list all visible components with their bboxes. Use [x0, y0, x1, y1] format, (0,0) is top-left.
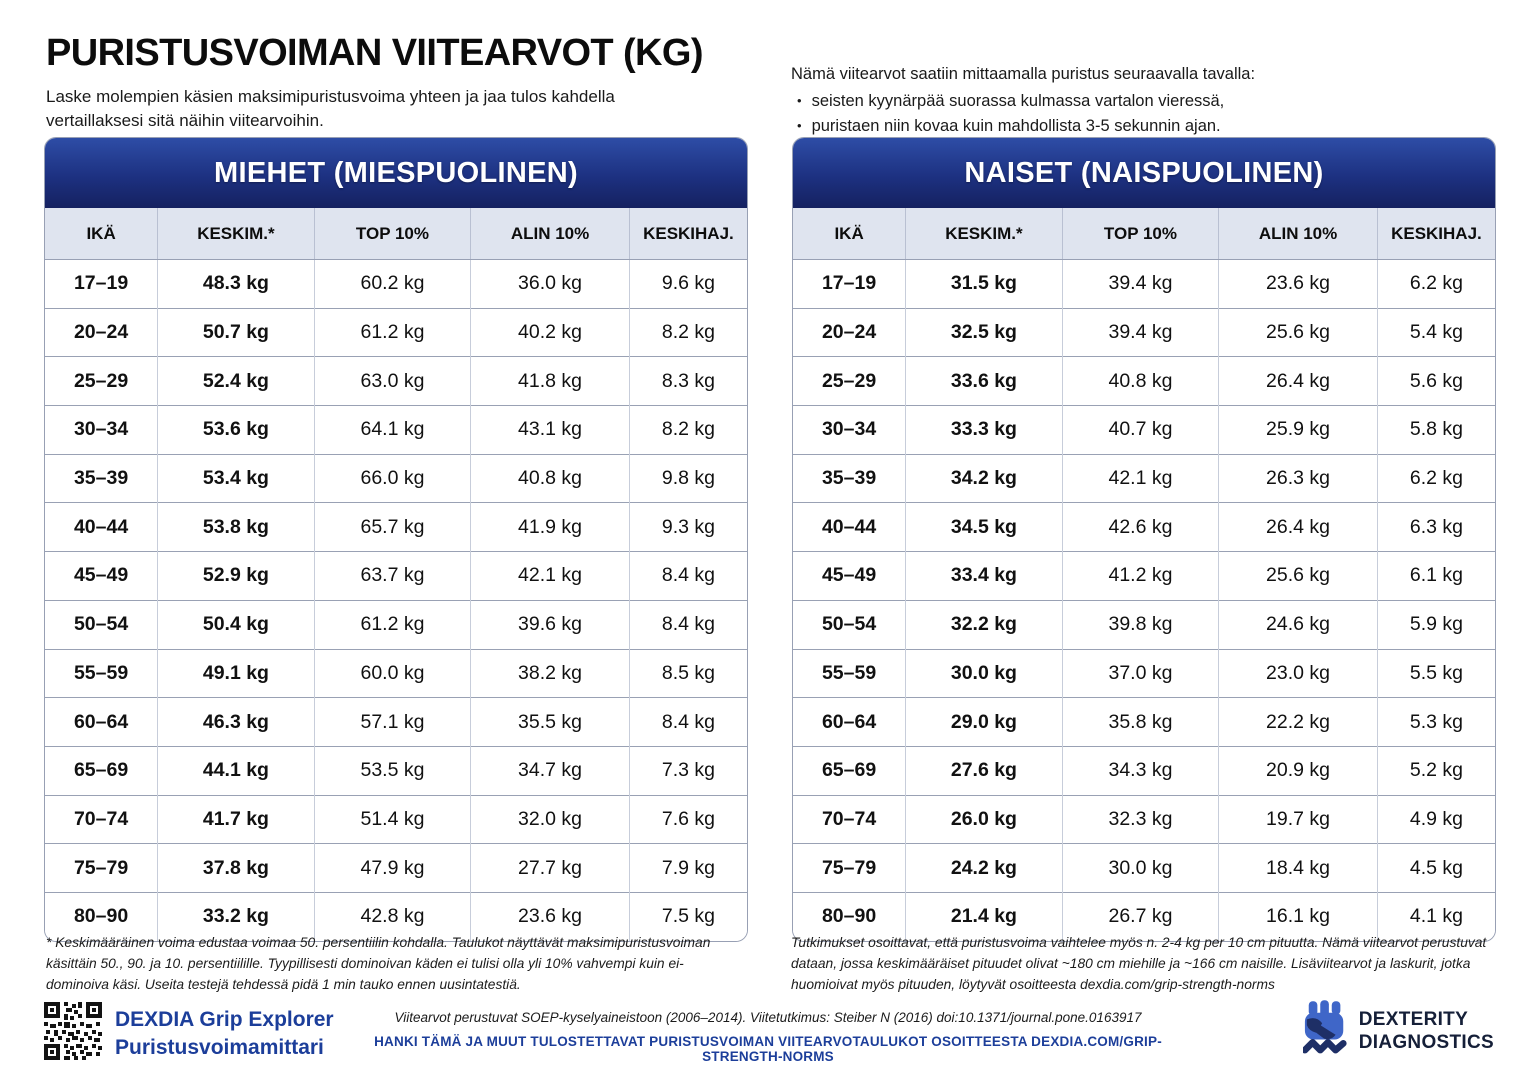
sd-cell: 8.2 kg	[629, 406, 747, 455]
average-cell: 32.5 kg	[906, 308, 1063, 357]
sd-cell: 4.5 kg	[1377, 844, 1495, 893]
bottom10-cell: 38.2 kg	[471, 649, 630, 698]
average-cell: 33.2 kg	[158, 892, 315, 940]
list-item	[797, 89, 1506, 114]
sd-cell: 5.4 kg	[1377, 308, 1495, 357]
column-header-average: KESKIM.*	[158, 208, 315, 260]
top10-cell: 47.9 kg	[314, 844, 471, 893]
bullet-text: seisten kyynärpää suorassa kulmassa vartalon vieressä,	[811, 91, 1225, 110]
sd-cell: 7.5 kg	[629, 892, 747, 940]
age-cell: 65–69	[45, 746, 158, 795]
sd-cell: 6.2 kg	[1377, 260, 1495, 309]
bottom10-cell: 27.7 kg	[471, 844, 630, 893]
age-cell: 25–29	[793, 357, 906, 406]
bottom10-cell: 26.4 kg	[1219, 503, 1378, 552]
bottom10-cell: 19.7 kg	[1219, 795, 1378, 844]
average-cell: 27.6 kg	[906, 746, 1063, 795]
column-header-sd: KESKIHAJ.	[629, 208, 747, 260]
average-cell: 24.2 kg	[906, 844, 1063, 893]
table-row	[793, 454, 1495, 503]
sd-cell: 6.1 kg	[1377, 552, 1495, 601]
age-cell: 55–59	[45, 649, 158, 698]
bottom10-cell: 26.4 kg	[1219, 357, 1378, 406]
footer-brand	[44, 1002, 334, 1065]
sd-cell: 7.3 kg	[629, 746, 747, 795]
cta-text: HANKI TÄMÄ JA MUUT TULOSTETTAVAT PURISTUSVOIMAN VIITEARVOTAULUKOT OSOITTEESTA DEXDIA.COM/GRIP-STRENGTH-NORMS	[374, 1034, 1162, 1064]
top10-cell: 53.5 kg	[314, 746, 471, 795]
instructions-bullets	[797, 89, 1506, 139]
age-cell: 20–24	[45, 308, 158, 357]
age-cell: 55–59	[793, 649, 906, 698]
average-cell: 37.8 kg	[158, 844, 315, 893]
top10-cell: 42.8 kg	[314, 892, 471, 940]
men-table-header-row	[45, 208, 747, 260]
average-cell: 33.3 kg	[906, 406, 1063, 455]
age-cell: 30–34	[793, 406, 906, 455]
top10-cell: 41.2 kg	[1062, 552, 1219, 601]
bottom10-cell: 43.1 kg	[471, 406, 630, 455]
top10-cell: 42.1 kg	[1062, 454, 1219, 503]
bottom10-cell: 23.6 kg	[1219, 260, 1378, 309]
table-row	[45, 503, 747, 552]
top10-cell: 61.2 kg	[314, 308, 471, 357]
table-row	[45, 795, 747, 844]
age-cell: 50–54	[793, 600, 906, 649]
footnote-percentiles: * Keskimääräinen voima edustaa voimaa 50. persentiilin kohdalla. Taulukot näyttävät maksimipuristusvoiman käsittäin 50., 90. ja 10. persentiilille. Tyypillisesti dominoivan käden ei tulisi olla yli 10% vahvempi kuin ei-dominoiva käsi. Useita testejä tehdessä pidä 1 min tauko ennen uusintatestiä.	[46, 935, 711, 992]
table-row	[793, 260, 1495, 309]
table-row	[45, 698, 747, 747]
top10-cell: 34.3 kg	[1062, 746, 1219, 795]
top10-cell: 39.4 kg	[1062, 308, 1219, 357]
bottom10-cell: 22.2 kg	[1219, 698, 1378, 747]
age-cell: 40–44	[45, 503, 158, 552]
sd-cell: 8.4 kg	[629, 600, 747, 649]
bottom10-cell: 26.3 kg	[1219, 454, 1378, 503]
table-row	[793, 308, 1495, 357]
page-title: PURISTUSVOIMAN VIITEARVOT (KG)	[46, 32, 703, 74]
footer-logo	[1303, 1000, 1494, 1063]
sd-cell: 6.3 kg	[1377, 503, 1495, 552]
table-row	[45, 260, 747, 309]
bottom10-cell: 32.0 kg	[471, 795, 630, 844]
logo-line-2: DIAGNOSTICS	[1358, 1031, 1494, 1053]
average-cell: 44.1 kg	[158, 746, 315, 795]
fist-grip-logo-icon	[1303, 1000, 1349, 1063]
table-row	[793, 552, 1495, 601]
women-table-header-row	[793, 208, 1495, 260]
table-row	[45, 844, 747, 893]
top10-cell: 63.0 kg	[314, 357, 471, 406]
average-cell: 32.2 kg	[906, 600, 1063, 649]
table-row	[45, 406, 747, 455]
table-row	[793, 844, 1495, 893]
top10-cell: 61.2 kg	[314, 600, 471, 649]
column-header-top10: TOP 10%	[1062, 208, 1219, 260]
age-cell: 60–64	[45, 698, 158, 747]
table-row	[793, 503, 1495, 552]
women-table-title: NAISET (NAISPUOLINEN)	[793, 138, 1495, 208]
table-row	[45, 552, 747, 601]
age-cell: 80–90	[793, 892, 906, 940]
average-cell: 53.8 kg	[158, 503, 315, 552]
top10-cell: 42.6 kg	[1062, 503, 1219, 552]
men-table	[45, 208, 747, 941]
column-header-average: KESKIM.*	[906, 208, 1063, 260]
age-cell: 25–29	[45, 357, 158, 406]
age-cell: 70–74	[45, 795, 158, 844]
table-row	[45, 454, 747, 503]
average-cell: 34.5 kg	[906, 503, 1063, 552]
age-cell: 50–54	[45, 600, 158, 649]
list-item	[797, 114, 1506, 139]
sd-cell: 5.2 kg	[1377, 746, 1495, 795]
age-cell: 65–69	[793, 746, 906, 795]
bottom10-cell: 40.8 kg	[471, 454, 630, 503]
age-cell: 17–19	[793, 260, 906, 309]
measurement-instructions	[791, 62, 1506, 138]
age-cell: 75–79	[793, 844, 906, 893]
average-cell: 53.4 kg	[158, 454, 315, 503]
brand-line-1: DEXDIA Grip Explorer	[115, 1008, 334, 1032]
table-row	[793, 746, 1495, 795]
top10-cell: 57.1 kg	[314, 698, 471, 747]
column-header-top10: TOP 10%	[314, 208, 471, 260]
top10-cell: 39.8 kg	[1062, 600, 1219, 649]
bottom10-cell: 23.6 kg	[471, 892, 630, 940]
table-row	[45, 357, 747, 406]
top10-cell: 60.0 kg	[314, 649, 471, 698]
table-row	[45, 649, 747, 698]
source-citation: Viitearvot perustuvat SOEP-kyselyaineistoon (2006–2014). Viitetutkimus: Steiber N (2016) doi:10.1371/journal.pone.0163917	[394, 1010, 1142, 1025]
top10-cell: 64.1 kg	[314, 406, 471, 455]
table-row	[793, 795, 1495, 844]
top10-cell: 51.4 kg	[314, 795, 471, 844]
sd-cell: 5.8 kg	[1377, 406, 1495, 455]
instructions-lead: Nämä viitearvot saatiin mittaamalla puristus seuraavalla tavalla:	[791, 65, 1256, 83]
age-cell: 40–44	[793, 503, 906, 552]
bottom10-cell: 24.6 kg	[1219, 600, 1378, 649]
column-header-age: IKÄ	[45, 208, 158, 260]
average-cell: 48.3 kg	[158, 260, 315, 309]
average-cell: 31.5 kg	[906, 260, 1063, 309]
top10-cell: 60.2 kg	[314, 260, 471, 309]
age-cell: 17–19	[45, 260, 158, 309]
table-row	[793, 649, 1495, 698]
average-cell: 46.3 kg	[158, 698, 315, 747]
column-header-bottom10: ALIN 10%	[1219, 208, 1378, 260]
average-cell: 34.2 kg	[906, 454, 1063, 503]
sd-cell: 7.6 kg	[629, 795, 747, 844]
average-cell: 26.0 kg	[906, 795, 1063, 844]
age-cell: 70–74	[793, 795, 906, 844]
top10-cell: 65.7 kg	[314, 503, 471, 552]
bullet-text: puristaen niin kovaa kuin mahdollista 3-5 sekunnin ajan.	[811, 116, 1221, 135]
sd-cell: 4.9 kg	[1377, 795, 1495, 844]
brand-line-2: Puristusvoimamittari	[115, 1035, 324, 1059]
sd-cell: 7.9 kg	[629, 844, 747, 893]
table-row	[793, 600, 1495, 649]
sd-cell: 8.5 kg	[629, 649, 747, 698]
top10-cell: 30.0 kg	[1062, 844, 1219, 893]
bottom10-cell: 40.2 kg	[471, 308, 630, 357]
sd-cell: 5.3 kg	[1377, 698, 1495, 747]
bottom10-cell: 25.6 kg	[1219, 308, 1378, 357]
average-cell: 33.6 kg	[906, 357, 1063, 406]
bottom10-cell: 41.8 kg	[471, 357, 630, 406]
sd-cell: 5.9 kg	[1377, 600, 1495, 649]
top10-cell: 40.8 kg	[1062, 357, 1219, 406]
bottom10-cell: 36.0 kg	[471, 260, 630, 309]
men-table-card	[44, 137, 748, 942]
table-row	[45, 746, 747, 795]
bottom10-cell: 39.6 kg	[471, 600, 630, 649]
average-cell: 50.7 kg	[158, 308, 315, 357]
top10-cell: 37.0 kg	[1062, 649, 1219, 698]
table-row	[45, 308, 747, 357]
column-header-sd: KESKIHAJ.	[1377, 208, 1495, 260]
top10-cell: 66.0 kg	[314, 454, 471, 503]
sd-cell: 8.2 kg	[629, 308, 747, 357]
table-row	[45, 600, 747, 649]
top10-cell: 63.7 kg	[314, 552, 471, 601]
bottom10-cell: 35.5 kg	[471, 698, 630, 747]
logo-text	[1359, 1009, 1494, 1055]
sd-cell: 4.1 kg	[1377, 892, 1495, 940]
bottom10-cell: 42.1 kg	[471, 552, 630, 601]
average-cell: 53.6 kg	[158, 406, 315, 455]
bullet-icon: •	[797, 92, 802, 108]
bottom10-cell: 23.0 kg	[1219, 649, 1378, 698]
bottom10-cell: 41.9 kg	[471, 503, 630, 552]
sd-cell: 8.4 kg	[629, 552, 747, 601]
bottom10-cell: 34.7 kg	[471, 746, 630, 795]
age-cell: 35–39	[793, 454, 906, 503]
age-cell: 60–64	[793, 698, 906, 747]
age-cell: 30–34	[45, 406, 158, 455]
sd-cell: 6.2 kg	[1377, 454, 1495, 503]
average-cell: 29.0 kg	[906, 698, 1063, 747]
top10-cell: 40.7 kg	[1062, 406, 1219, 455]
page-subtitle: Laske molempien käsien maksimipuristusvoima yhteen ja jaa tulos kahdella vertaillaksesi sitä näihin viitearvoihin.	[46, 87, 615, 131]
bullet-icon: •	[797, 117, 802, 133]
footer-source	[353, 1010, 1183, 1064]
age-cell: 20–24	[793, 308, 906, 357]
column-header-age: IKÄ	[793, 208, 906, 260]
top10-cell: 35.8 kg	[1062, 698, 1219, 747]
average-cell: 50.4 kg	[158, 600, 315, 649]
sd-cell: 9.3 kg	[629, 503, 747, 552]
women-table	[793, 208, 1495, 941]
age-cell: 80–90	[45, 892, 158, 940]
average-cell: 33.4 kg	[906, 552, 1063, 601]
bottom10-cell: 18.4 kg	[1219, 844, 1378, 893]
footnote-height-adjustment: Tutkimukset osoittavat, että puristusvoima vaihtelee myös n. 2-4 kg per 10 cm pituutta. Nämä viitearvot perustuvat dataan, jossa keskimääräiset pituudet olivat ~180 cm miehille ja ~166 cm naisille. Lisäviitearvot ja laskurit, jotka huomioivat myös pituuden, löytyvät osoitteesta dexdia.com/grip-strength-norms	[791, 935, 1487, 992]
table-row	[793, 698, 1495, 747]
sd-cell: 5.5 kg	[1377, 649, 1495, 698]
column-header-bottom10: ALIN 10%	[471, 208, 630, 260]
average-cell: 30.0 kg	[906, 649, 1063, 698]
bottom10-cell: 20.9 kg	[1219, 746, 1378, 795]
sd-cell: 9.8 kg	[629, 454, 747, 503]
top10-cell: 26.7 kg	[1062, 892, 1219, 940]
header	[46, 32, 756, 133]
sd-cell: 9.6 kg	[629, 260, 747, 309]
average-cell: 52.4 kg	[158, 357, 315, 406]
women-table-card	[792, 137, 1496, 942]
average-cell: 52.9 kg	[158, 552, 315, 601]
sd-cell: 8.4 kg	[629, 698, 747, 747]
brand-text	[115, 1006, 334, 1061]
qr-code-icon	[44, 1002, 102, 1065]
bottom10-cell: 25.9 kg	[1219, 406, 1378, 455]
top10-cell: 39.4 kg	[1062, 260, 1219, 309]
bottom10-cell: 25.6 kg	[1219, 552, 1378, 601]
table-row	[793, 406, 1495, 455]
age-cell: 45–49	[793, 552, 906, 601]
average-cell: 21.4 kg	[906, 892, 1063, 940]
average-cell: 49.1 kg	[158, 649, 315, 698]
logo-line-1: DEXTERITY	[1358, 1008, 1469, 1030]
bottom10-cell: 16.1 kg	[1219, 892, 1378, 940]
age-cell: 35–39	[45, 454, 158, 503]
top10-cell: 32.3 kg	[1062, 795, 1219, 844]
table-row	[793, 357, 1495, 406]
age-cell: 75–79	[45, 844, 158, 893]
sd-cell: 8.3 kg	[629, 357, 747, 406]
sd-cell: 5.6 kg	[1377, 357, 1495, 406]
average-cell: 41.7 kg	[158, 795, 315, 844]
men-table-title: MIEHET (MIESPUOLINEN)	[45, 138, 747, 208]
age-cell: 45–49	[45, 552, 158, 601]
